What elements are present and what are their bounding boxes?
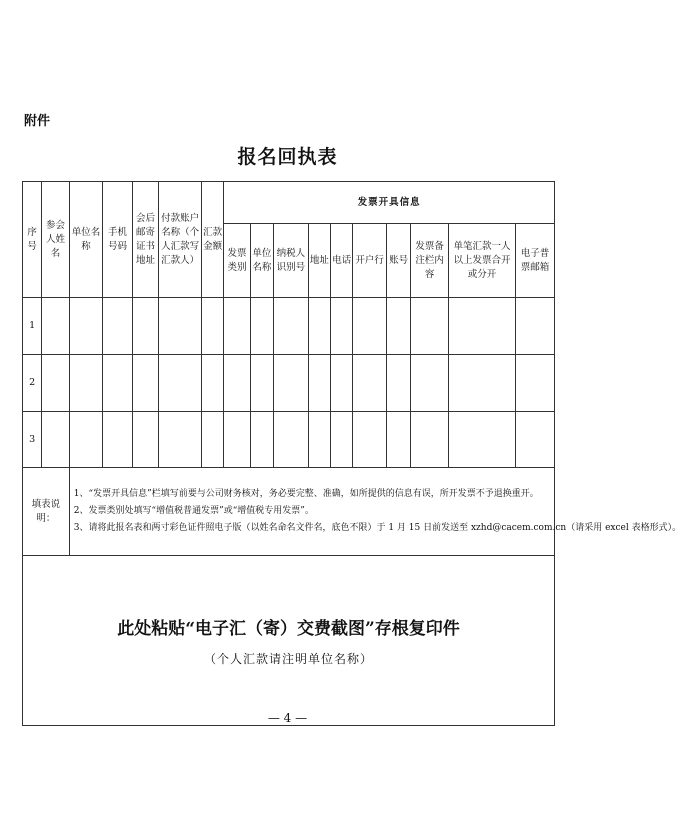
header-invoice-unit: 单位名称 [250,224,273,298]
header-bank: 开户行 [353,224,387,298]
header-amount: 汇款金额 [201,182,223,298]
attachment-label: 附件 [24,114,51,129]
header-unit: 单位名称 [69,182,103,298]
row-number: 3 [23,412,42,468]
header-phone: 手机号码 [103,182,132,298]
form-title: 报名回执表 [237,146,338,168]
row-number: 2 [23,355,42,412]
note-item: 1、“发票开具信息”栏填写前要与公司财务核对，务必要完整、准确，如所提供的信息有误，所开发票不予退换重开。 [73,489,539,499]
notes-block [69,468,681,556]
table-row [23,355,555,412]
header-invoice-type: 发票类别 [224,224,250,298]
page-number: — 4 — [267,711,308,725]
header-account: 账号 [386,224,410,298]
header-name: 参会人姓名 [42,182,69,298]
header-remark: 发票备注栏内容 [411,224,449,298]
paste-instruction: 此处粘贴“电子汇（寄）交费截图”存根复印件 [117,618,460,639]
note-item: 2、发票类别处填写“增值税普通发票”或“增值税专用发票”。 [73,506,314,516]
registration-table [22,181,681,726]
table-row [23,298,555,355]
note-item: 3、请将此报名表和两寸彩色证件照电子版（以姓名命名文件名，底色不限）于 1 月 15 日前发送至 xzhd@cacem.com.cn（请采用 excel 表格形式）。 [73,523,681,533]
header-address: 地址 [308,224,330,298]
header-email: 电子普票邮箱 [516,224,555,298]
header-tel: 电话 [331,224,353,298]
header-payer-account: 付款账户名称（个人汇款写汇款人） [159,182,202,298]
table-row [23,412,555,468]
header-invoice-info: 发票开具信息 [224,182,555,224]
header-postal-address: 会后邮寄证书地址 [132,182,158,298]
header-seq: 序号 [23,182,42,298]
header-tax-id: 纳税人识别号 [274,224,309,298]
header-split: 单笔汇款一人以上发票合开或分开 [448,224,515,298]
notes-label: 填表说明： [23,468,70,556]
payment-screenshot-area[interactable] [23,556,555,726]
row-number: 1 [23,298,42,355]
paste-note: （个人汇款请注明单位名称） [203,651,373,666]
